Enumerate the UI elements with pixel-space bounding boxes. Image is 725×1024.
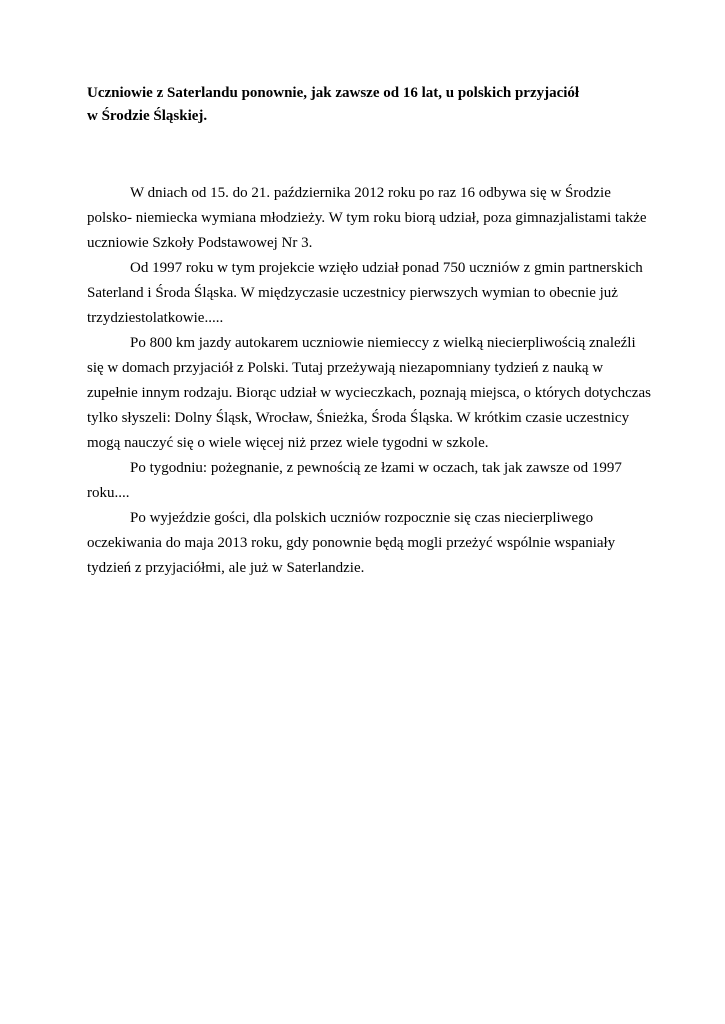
paragraph-line: Od 1997 roku w tym projekcie wzięło udział ponad 750 uczniów z gmin partnerskich	[130, 260, 643, 276]
paragraph	[87, 331, 651, 456]
paragraph-line: Po tygodniu: pożegnanie, z pewnością ze łzami w oczach, tak jak zawsze od 1997	[130, 460, 622, 476]
paragraph-line: się w domach przyjaciół z Polski. Tutaj przeżywają niezapomniany tydzień z nauką w	[87, 360, 604, 376]
paragraph-line: roku....	[87, 485, 130, 501]
title-line: Uczniowie z Saterlandu ponownie, jak zawsze od 16 lat, u polskich przyjaciół	[87, 85, 580, 101]
paragraph-line: W dniach od 15. do 21. października 2012 roku po raz 16 odbywa się w Środzie	[130, 185, 611, 201]
paragraph-line: mogą nauczyć się o wiele więcej niż przez wiele tygodni w szkole.	[87, 435, 489, 451]
paragraph-line: tylko słyszeli: Dolny Śląsk, Wrocław, Śnieżka, Środa Śląska. W krótkim czasie uczestnicy	[87, 410, 630, 426]
paragraph-line: trzydziestolatkowie.....	[87, 310, 224, 326]
paragraph-line: Saterland i Środa Śląska. W międzyczasie uczestnicy pierwszych wymian to obecnie już	[87, 285, 618, 301]
paragraph	[87, 181, 647, 256]
paragraph	[87, 256, 647, 331]
paragraph-line: uczniowie Szkoły Podstawowej Nr 3.	[87, 235, 313, 251]
paragraph-line: oczekiwania do maja 2013 roku, gdy ponownie będą mogli przeżyć wspólnie wspaniały	[87, 535, 616, 551]
paragraph-line: zupełnie innym rodzaju. Biorąc udział w wycieczkach, poznają miejsca, o których dotychczas	[87, 385, 651, 401]
paragraph	[87, 456, 647, 506]
paragraph-line: tydzień z przyjaciółmi, ale już w Saterlandzie.	[87, 560, 365, 576]
document-body	[87, 181, 651, 581]
title-line: w Środzie Śląskiej.	[87, 108, 208, 124]
paragraph-line: Po 800 km jazdy autokarem uczniowie niemieccy z wielką niecierpliwością znaleźli	[130, 335, 636, 351]
paragraph-line: Po wyjeździe gości, dla polskich uczniów rozpocznie się czas niecierpliwego	[130, 510, 594, 526]
paragraph	[87, 506, 647, 581]
paragraph-line: polsko- niemiecka wymiana młodzieży. W tym roku biorą udział, poza gimnazjalistami także	[87, 210, 647, 226]
document-title	[87, 82, 647, 128]
